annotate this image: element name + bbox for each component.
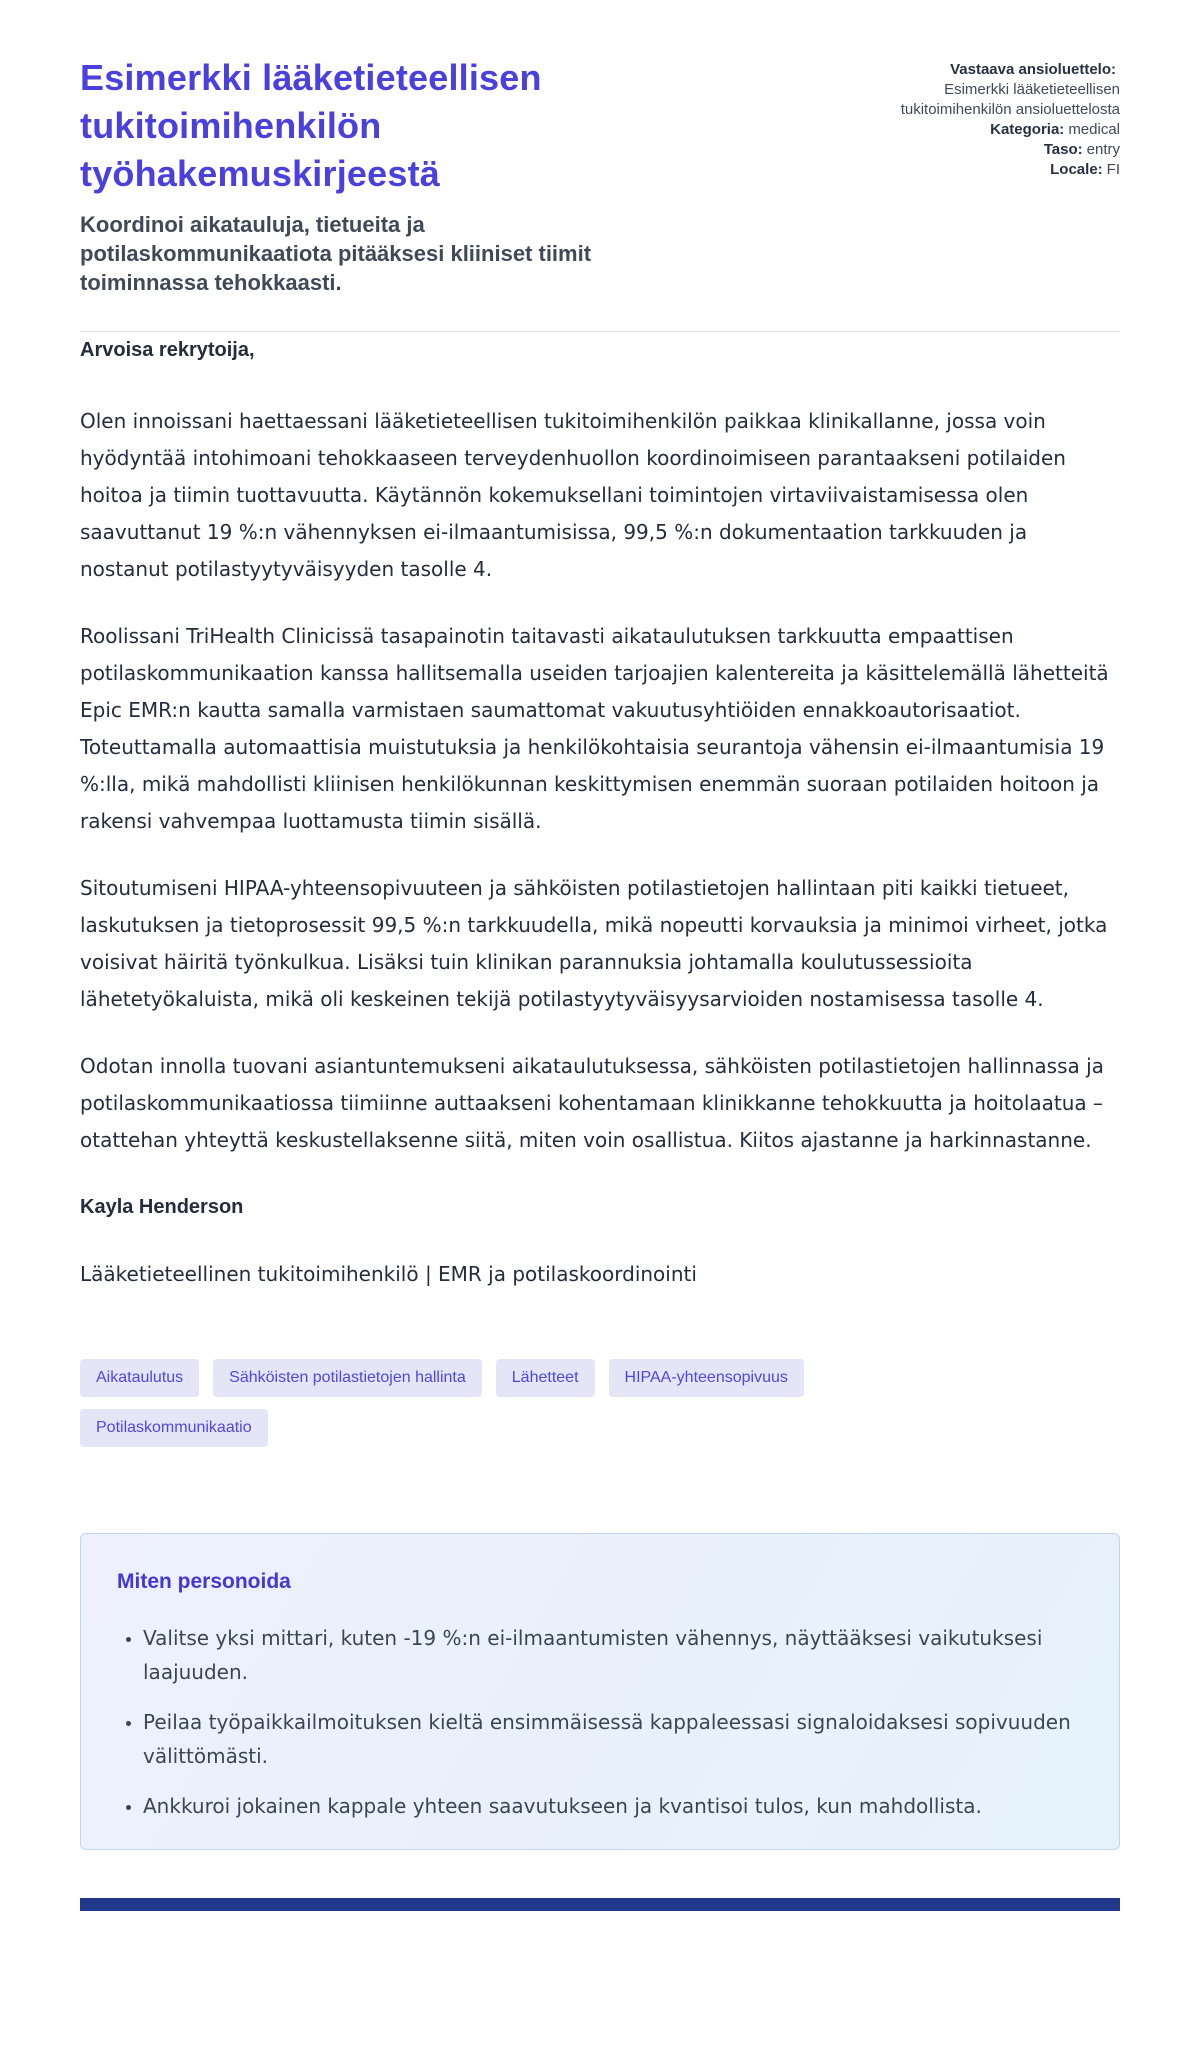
personalize-bullet-3: • Ankkuroi jokainen kappale yhteen saavutukseen ja kvantisoi tulos, kun mahdollista. [143,1789,1083,1823]
letter-greeting: Arvoisa rekrytoija, [80,339,255,361]
tag-chip-patient-communication[interactable]: Potilaskommunikaatio [80,1409,268,1447]
signature-name: Kayla Henderson [80,1196,244,1218]
tag-chip-scheduling[interactable]: Aikataulutus [80,1359,199,1397]
page-subtitle: Koordinoi aikatauluja, tietueita ja potilaskommunikaatiota pitääksesi kliiniset tiimit toiminnassa tehokkaasti. [80,212,592,295]
locale-label: Locale: [1050,161,1103,178]
personalize-list [117,1621,1083,1823]
matching-resume-label: Vastaava ansioluettelo: [950,61,1116,78]
skill-tags [80,1359,840,1447]
signature-role: Lääketieteellinen tukitoimihenkilö | EMR ja potilaskoordinointi [80,1262,697,1286]
next-section-edge [80,1898,1120,1911]
header-meta [870,54,1120,180]
personalize-bullet-1: • Valitse yksi mittari, kuten -19 %:n ei-ilmaantumisten vähennys, näyttääksesi vaikutuksesi laajuuden. [143,1621,1083,1689]
header-title-block [80,54,640,297]
header [80,54,1120,297]
locale-row [870,160,1120,180]
category-row [870,120,1120,140]
personalize-heading: Miten personoida [117,1570,291,1593]
cover-letter-page [80,0,1120,1914]
locale-value: FI [1106,161,1120,178]
matching-resume-link[interactable]: Esimerkki lääketieteellisen tukitoimihenkilön ansioluettelosta [900,81,1120,118]
letter-body [80,332,1120,1293]
tag-chip-hipaa[interactable]: HIPAA-yhteensopivuus [609,1359,804,1397]
personalize-box [80,1533,1120,1850]
page-title: Esimerkki lääketieteellisen tukitoimihenkilön työhakemuskirjeestä [80,57,542,194]
level-label: Taso: [1043,141,1083,158]
letter-paragraph-2: Roolissani TriHealth Clinicissä tasapainotin taitavasti aikataulutuksen tarkkuutta empaattisen potilaskommunikaation kanssa hallitsemalla useiden tarjoajien kalentereita ja käsittelemällä lähetteitä Epic EMR:n kautta samalla varmistaen saumattomat vakuutusyhtiöiden ennakkoautorisaatiot. Toteuttamalla automaattisia muistutuksia ja henkilökohtaisia seurantoja vähensin ei-ilmaantumisia 19 %:lla, mikä mahdollisti kliinisen henkilökunnan keskittymisen enemmän suoraan potilaiden hoitoon ja rakensi vahvempaa luottamusta tiimin sisällä. [80,624,1109,833]
category-label: Kategoria: [990,121,1065,138]
matching-resume-label-row [870,60,1120,80]
letter-paragraph-3: Sitoutumiseni HIPAA-yhteensopivuuteen ja sähköisten potilastietojen hallintaan piti kaikki tietueet, laskutuksen ja tietoprosessit 99,5 %:n tarkkuudella, mikä nopeutti korvauksia ja minimoi virheet, jotka voisivat häiritä työnkulkua. Lisäksi tuin klinikan parannuksia johtamalla koulutussessioita lähetetyökaluista, mikä oli keskeinen tekijä potilastyytyväisyysarvioiden nostamisessa tasolle 4. [80,876,1108,1011]
tag-chip-ehr-management[interactable]: Sähköisten potilastietojen hallinta [213,1359,482,1397]
letter-paragraph-4: Odotan innolla tuovani asiantuntemukseni aikataulutuksessa, sähköisten potilastietojen hallinnassa ja potilaskommunikaatiossa tiimiinne auttaakseni kohentamaan klinikkanne tehokkuutta ja hoitolaatua – otattehan yhteyttä keskustellaksenne siitä, miten voin osallistua. Kiitos ajastanne ja harkinnastanne. [80,1054,1104,1152]
level-row [870,140,1120,160]
category-value: medical [1068,121,1120,138]
personalize-bullet-2: • Peilaa työpaikkailmoituksen kieltä ensimmäisessä kappaleessasi signaloidaksesi sopivuuden välittömästi. [143,1705,1083,1773]
level-value: entry [1086,141,1120,158]
letter-paragraph-1: Olen innoissani haettaessani lääketieteellisen tukitoimihenkilön paikkaa klinikallanne, jossa voin hyödyntää intohimoani tehokkaaseen terveydenhuollon koordinoimiseen parantaakseni potilaiden hoitoa ja tiimin tuottavuutta. Käytännön kokemuksellani toimintojen virtaviivaistamisessa olen saavuttanut 19 %:n vähennyksen ei-ilmaantumisissa, 99,5 %:n dokumentaation tarkkuuden ja nostanut potilastyytyväisyyden tasolle 4. [80,409,1066,581]
tag-chip-referrals[interactable]: Lähetteet [496,1359,595,1397]
